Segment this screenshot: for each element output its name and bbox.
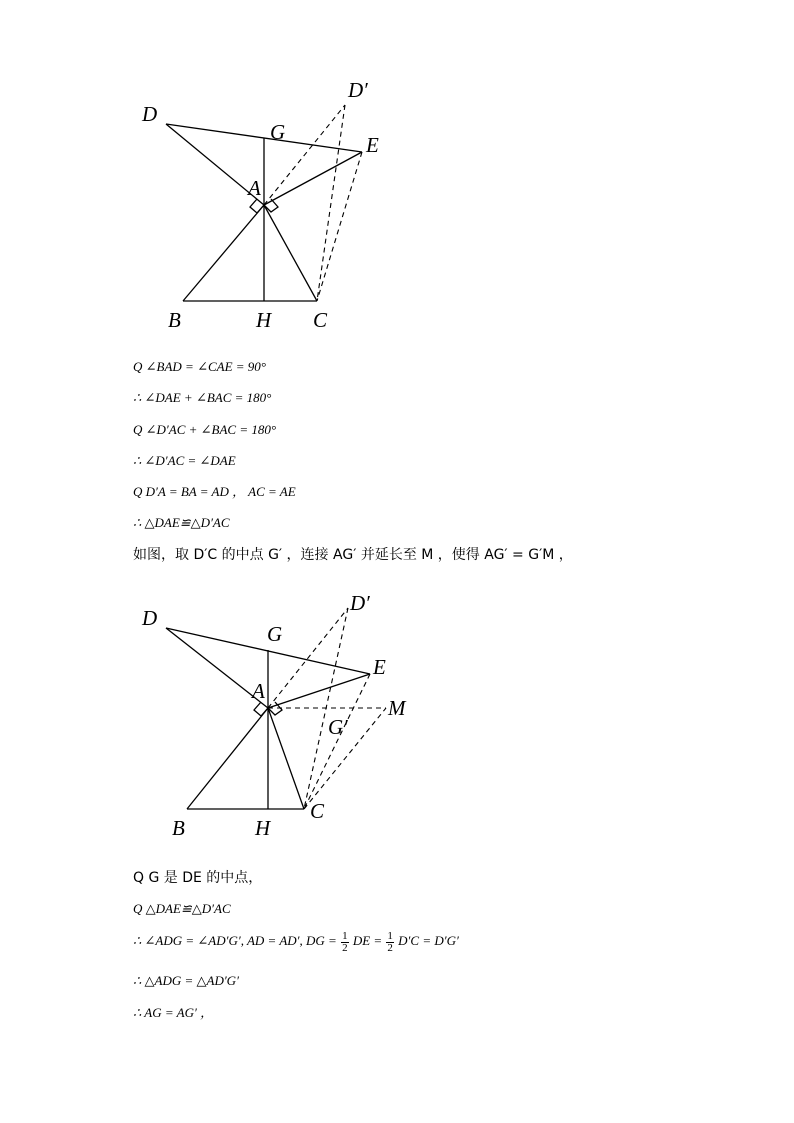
right-angle-mark-left — [250, 199, 264, 213]
fraction-numerator: 1 — [342, 929, 348, 942]
proof-line-9: Q △DAE≌△D′AC — [133, 901, 231, 916]
proof-line-11: ∴ △ADG = △AD′G′ — [133, 973, 239, 988]
proof-line-6: ∴ △DAE≌△D′AC — [133, 515, 230, 530]
label-G: G — [267, 622, 283, 646]
label-B: B — [172, 816, 185, 840]
label-G: G — [270, 120, 286, 144]
fraction-denominator: 2 — [342, 941, 348, 954]
segment-AC — [268, 708, 304, 809]
fraction-numerator: 1 — [387, 929, 393, 942]
figure-2 — [130, 588, 420, 848]
segment-AB — [187, 708, 268, 809]
fraction-one-half-a — [341, 931, 349, 954]
label-M: M — [388, 696, 406, 720]
label-D: D — [142, 102, 158, 126]
proof-line-1: Q ∠BAD = ∠CAE = 90° — [133, 359, 266, 374]
proof-line-10 — [133, 926, 459, 956]
fraction-one-half-b — [386, 931, 394, 954]
segment-AC — [264, 205, 317, 301]
segment-AE — [268, 674, 370, 708]
label-A: A — [252, 679, 265, 703]
proof-line-10-part-b: DE = — [352, 933, 383, 948]
label-H: H — [256, 308, 272, 332]
label-H: H — [255, 816, 271, 840]
proof-line-3: Q ∠D′AC + ∠BAC = 180° — [133, 422, 277, 437]
fraction-denominator: 2 — [387, 941, 393, 954]
proof-line-8: Q G 是 DE 的中点， — [133, 870, 263, 886]
label-C: C — [313, 308, 328, 332]
figure-1-svg — [130, 75, 400, 340]
proof-line-10-part-c: D′C = D′G′ — [398, 933, 459, 948]
label-D-prime: D′ — [348, 78, 368, 102]
label-C: C — [310, 799, 325, 823]
label-A: A — [248, 176, 261, 200]
proof-line-4: ∴ ∠D′AC = ∠DAE — [133, 453, 236, 468]
label-D: D — [142, 606, 158, 630]
dashed-EC — [317, 152, 362, 301]
right-angle-mark-left — [254, 702, 268, 716]
label-E: E — [366, 133, 379, 157]
proof-line-10-part-a: ∴ ∠ADG = ∠AD′G′, AD = AD′, DG = — [133, 933, 337, 948]
proof-line-12: ∴ AG = AG′ ， — [133, 1005, 214, 1020]
label-D-prime: D′ — [350, 591, 370, 615]
label-E: E — [373, 655, 386, 679]
proof-line-5: Q D′A = BA = AD ， AC = AE — [133, 484, 296, 499]
segment-AB — [183, 205, 264, 301]
label-G-prime: G′ — [328, 715, 348, 739]
figure-2-svg — [130, 588, 420, 848]
figure-1 — [130, 75, 400, 340]
label-B: B — [168, 308, 181, 332]
segment-AE — [264, 152, 362, 205]
proof-line-2: ∴ ∠DAE + ∠BAC = 180° — [133, 390, 272, 405]
proof-line-7: 如图，取 D′C 的中点 G′ ，连接 AG′ 并延长至 M ，使得 AG′ = G′M ， — [133, 547, 573, 563]
dashed-EC — [304, 674, 370, 809]
